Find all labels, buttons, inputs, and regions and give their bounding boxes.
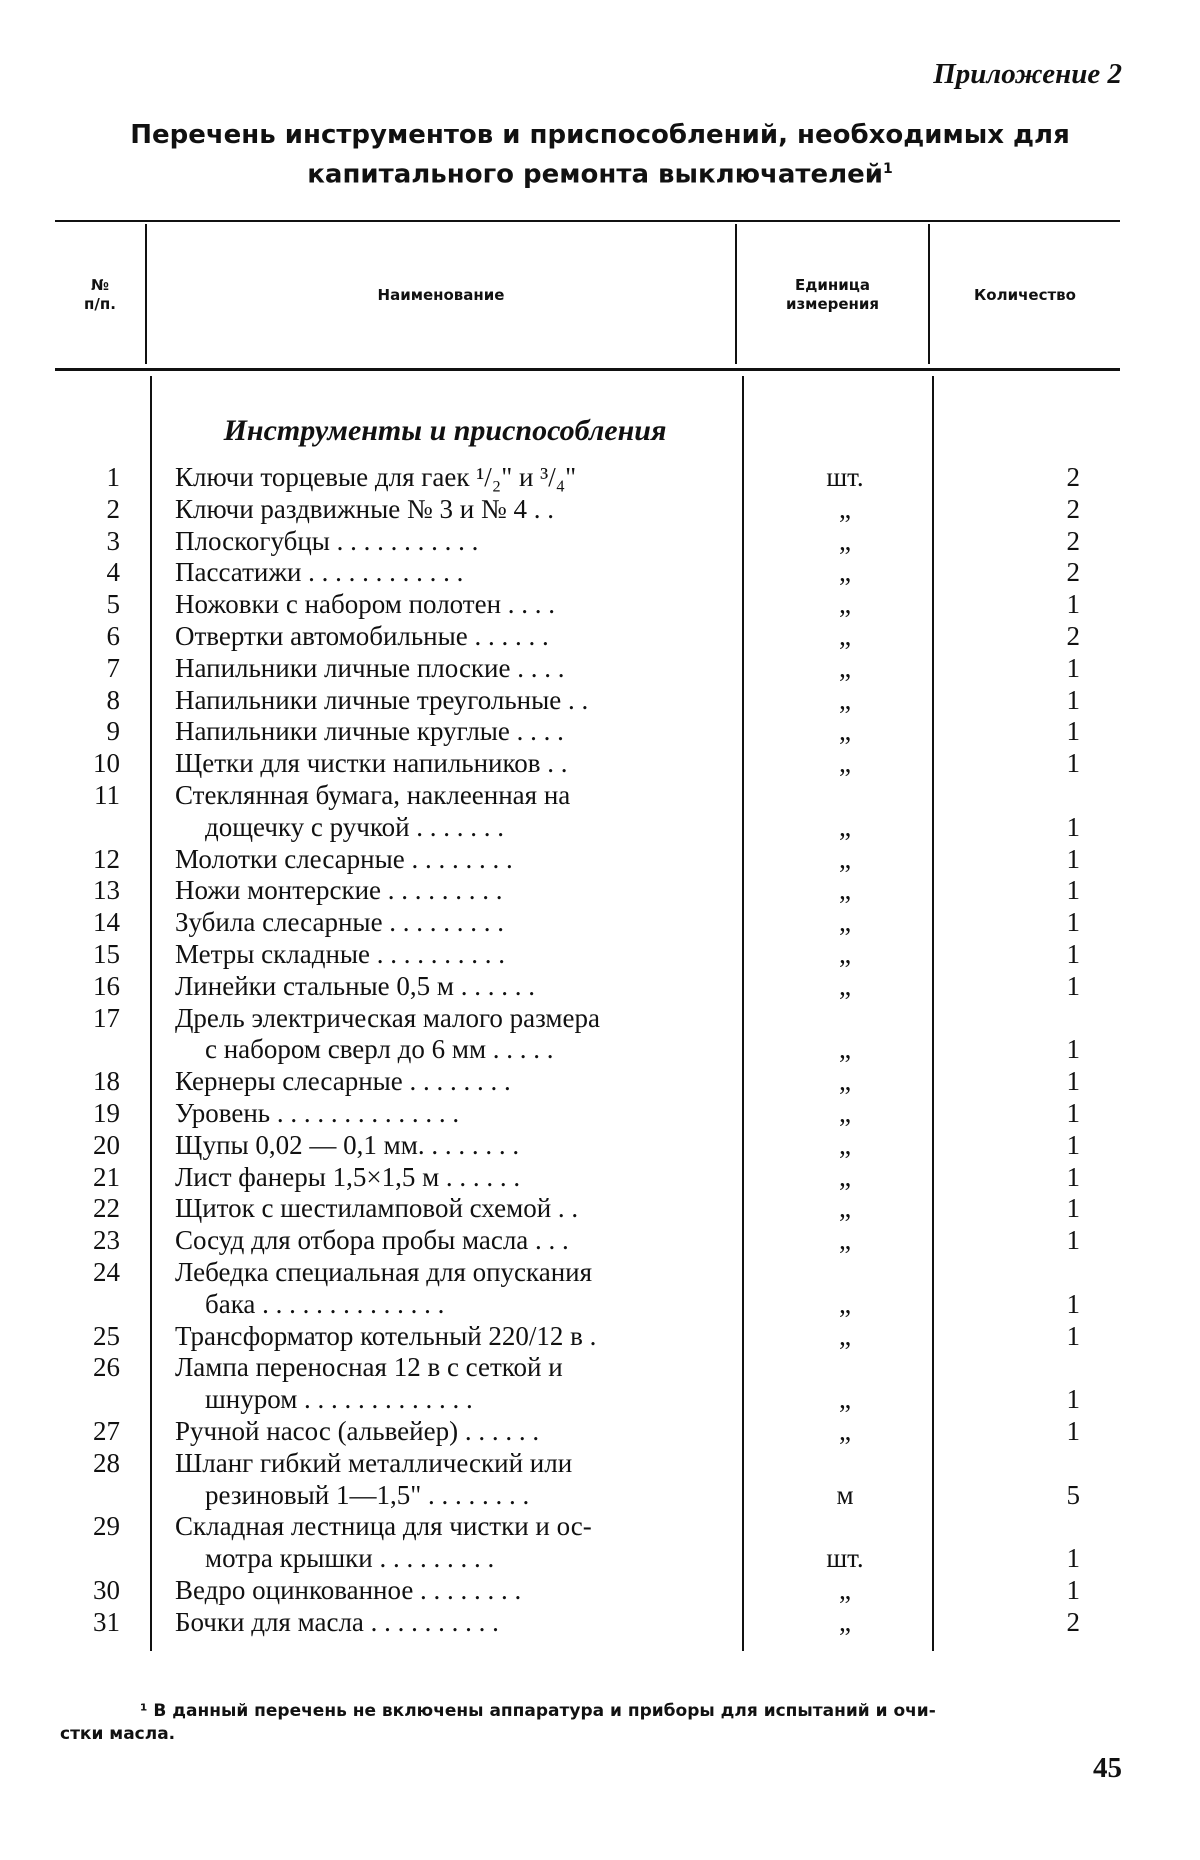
row-unit: „ xyxy=(839,1193,851,1224)
row-number: 14 xyxy=(93,907,120,938)
row-number: 27 xyxy=(93,1416,120,1446)
row-number: 20 xyxy=(93,1129,120,1160)
row-name: Плоскогубцы . . . . . . . . . . . xyxy=(175,525,479,556)
row-unit: „ xyxy=(839,621,851,651)
row-name: Складная лестница для чистки и ос- xyxy=(175,1511,592,1542)
row-quantity: 1 xyxy=(1066,1066,1080,1097)
row-name: Напильники личные плоские . . . . xyxy=(175,652,565,683)
table-row xyxy=(0,939,1200,970)
table-row xyxy=(0,462,1200,493)
row-number: 3 xyxy=(106,525,120,556)
table-row-continuation xyxy=(0,1034,1200,1065)
row-unit: „ xyxy=(839,1575,851,1605)
table-row xyxy=(0,589,1200,620)
table-row xyxy=(0,716,1200,747)
row-name: Бочки для масла . . . . . . . . . . xyxy=(175,1606,499,1637)
table-row xyxy=(0,1225,1200,1256)
table-row-continuation xyxy=(0,1543,1200,1574)
table-row xyxy=(0,971,1200,1002)
header-name xyxy=(147,250,735,340)
table-row xyxy=(0,1575,1200,1606)
header-unit-line-1: Единица xyxy=(794,276,870,294)
row-name: бака . . . . . . . . . . . . . . xyxy=(205,1288,445,1319)
row-quantity: 2 xyxy=(1066,525,1080,556)
table-row xyxy=(0,494,1200,525)
page-number: 45 xyxy=(1093,1752,1122,1784)
row-number: 21 xyxy=(93,1161,120,1192)
table-row xyxy=(0,1066,1200,1097)
row-name: Лист фанеры 1,5×1,5 м . . . . . . xyxy=(175,1161,521,1192)
row-quantity: 1 xyxy=(1066,748,1080,779)
row-name: Ключи раздвижные № 3 и № 4 . . xyxy=(175,493,554,524)
table-row xyxy=(0,685,1200,716)
header-unit xyxy=(737,250,928,340)
row-quantity: 1 xyxy=(1066,1098,1080,1128)
row-number: 4 xyxy=(106,557,120,588)
row-number: 19 xyxy=(93,1098,120,1128)
row-name: шнуром . . . . . . . . . . . . . xyxy=(205,1384,473,1415)
row-number: 22 xyxy=(93,1193,120,1224)
row-unit: „ xyxy=(839,1066,851,1097)
table-row xyxy=(0,1511,1200,1542)
section-title: Инструменты и приспособления xyxy=(223,414,667,447)
row-name: Ручной насос (альвейер) . . . . . . xyxy=(175,1416,540,1446)
table-row xyxy=(0,1193,1200,1224)
row-unit: шт. xyxy=(826,1543,864,1574)
row-unit: „ xyxy=(839,589,851,620)
row-quantity: 1 xyxy=(1066,716,1080,747)
row-name: Щетки для чистки напильников . . xyxy=(175,748,568,779)
row-unit: „ xyxy=(839,843,851,874)
table-row-continuation xyxy=(0,1384,1200,1415)
row-quantity: 1 xyxy=(1066,843,1080,874)
table-row-continuation xyxy=(0,812,1200,843)
row-name: Метры складные . . . . . . . . . . xyxy=(175,939,506,969)
row-number: 6 xyxy=(106,621,120,651)
row-quantity: 1 xyxy=(1066,875,1080,906)
row-name: с набором сверл до 6 мм . . . . . xyxy=(205,1034,554,1065)
row-quantity: 1 xyxy=(1066,1034,1080,1065)
row-number: 7 xyxy=(106,652,120,683)
row-name: Уровень . . . . . . . . . . . . . . xyxy=(175,1098,460,1128)
row-unit: „ xyxy=(839,1606,851,1637)
row-number: 18 xyxy=(93,1066,120,1097)
header-number xyxy=(55,250,145,340)
row-unit: „ xyxy=(839,684,851,715)
row-unit: „ xyxy=(839,1225,851,1256)
header-quantity-text: Количество xyxy=(974,285,1076,304)
row-name: Зубила слесарные . . . . . . . . . xyxy=(175,907,505,938)
header-unit-line-2: измерения xyxy=(785,295,880,313)
table-row xyxy=(0,1257,1200,1288)
row-name: Ведро оцинкованное . . . . . . . . xyxy=(175,1575,522,1605)
row-number: 10 xyxy=(93,748,120,779)
row-name: Напильники личные круглые . . . . xyxy=(175,716,564,747)
table-row xyxy=(0,875,1200,906)
row-quantity: 1 xyxy=(1066,1288,1080,1319)
table-row xyxy=(0,1448,1200,1479)
row-name: Молотки слесарные . . . . . . . . xyxy=(175,843,513,874)
title-line-2 xyxy=(60,152,1140,192)
row-number: 16 xyxy=(93,970,120,1001)
row-number: 11 xyxy=(94,780,120,810)
row-name: Кернеры слесарные . . . . . . . . xyxy=(175,1066,511,1097)
table-row-continuation xyxy=(0,1289,1200,1320)
header-quantity xyxy=(930,250,1120,340)
row-name: Шланг гибкий металлический или xyxy=(175,1447,573,1478)
table-row xyxy=(0,1098,1200,1129)
row-unit: „ xyxy=(839,1034,851,1065)
row-quantity: 2 xyxy=(1066,493,1080,524)
row-unit: „ xyxy=(839,652,851,683)
row-unit: „ xyxy=(839,1129,851,1160)
row-quantity: 1 xyxy=(1066,1193,1080,1224)
row-unit: „ xyxy=(839,1098,851,1128)
row-name: мотра крышки . . . . . . . . . xyxy=(205,1543,495,1574)
row-quantity: 1 xyxy=(1066,1320,1080,1351)
row-quantity: 5 xyxy=(1066,1479,1080,1510)
row-number: 13 xyxy=(93,875,120,906)
appendix-label: Приложение 2 xyxy=(933,58,1122,90)
table-row xyxy=(0,621,1200,652)
table-row xyxy=(0,780,1200,811)
row-number: 17 xyxy=(93,1002,120,1033)
table-row xyxy=(0,907,1200,938)
row-name: Трансформатор котельный 220/12 в . xyxy=(175,1320,597,1351)
row-quantity: 1 xyxy=(1066,907,1080,938)
row-unit: „ xyxy=(839,1384,851,1415)
header-number-line-2: п/п. xyxy=(84,295,116,313)
header-name-text: Наименование xyxy=(377,285,505,304)
table-row xyxy=(0,1352,1200,1383)
row-unit: шт. xyxy=(826,462,864,492)
row-quantity: 2 xyxy=(1066,621,1080,651)
row-unit: „ xyxy=(839,1320,851,1351)
header-number-line-1: № xyxy=(90,276,110,294)
row-quantity: 2 xyxy=(1066,462,1080,492)
row-name: Лампа переносная 12 в с сеткой и xyxy=(175,1352,563,1383)
row-unit: „ xyxy=(839,557,851,588)
row-name: Дрель электрическая малого размера xyxy=(175,1002,600,1033)
row-quantity: 1 xyxy=(1066,1129,1080,1160)
title-line-2-text: капитального ремонта выключателей xyxy=(307,159,883,190)
row-name: Щиток с шестиламповой схемой . . xyxy=(175,1193,579,1224)
table-row xyxy=(0,526,1200,557)
row-quantity: 1 xyxy=(1066,1384,1080,1415)
row-quantity: 1 xyxy=(1066,1416,1080,1446)
row-number: 15 xyxy=(93,939,120,969)
row-quantity: 1 xyxy=(1066,939,1080,969)
row-number: 25 xyxy=(93,1320,120,1351)
row-number: 8 xyxy=(106,684,120,715)
row-unit: „ xyxy=(839,939,851,969)
row-unit: „ xyxy=(839,1161,851,1192)
row-unit: „ xyxy=(839,716,851,747)
table-row xyxy=(0,844,1200,875)
footnote-line-1: В данный перечень не включены аппаратура и приборы для испытаний и очи- xyxy=(153,1701,936,1721)
row-number: 28 xyxy=(93,1447,120,1478)
row-name: Сосуд для отбора пробы масла . . . xyxy=(175,1225,569,1256)
row-quantity: 1 xyxy=(1066,970,1080,1001)
row-number: 2 xyxy=(106,493,120,524)
table-row xyxy=(0,1321,1200,1352)
footnote-mark: ¹ xyxy=(140,1701,148,1721)
row-quantity: 1 xyxy=(1066,652,1080,683)
title-footnote-mark: 1 xyxy=(882,161,893,177)
row-unit: „ xyxy=(839,875,851,906)
row-name: Стеклянная бумага, наклеенная на xyxy=(175,780,571,810)
row-name: Ножовки с набором полотен . . . . xyxy=(175,589,556,620)
row-number: 30 xyxy=(93,1575,120,1605)
row-unit: „ xyxy=(839,907,851,938)
row-number: 26 xyxy=(93,1352,120,1383)
title-line-1: Перечень инструментов и приспособлений, необходимых для xyxy=(130,120,1070,150)
row-quantity: 1 xyxy=(1066,1575,1080,1605)
footnote xyxy=(60,1700,1140,1746)
row-name: дощечку с ручкой . . . . . . . xyxy=(205,811,505,842)
row-name: Отвертки автомобильные . . . . . . xyxy=(175,621,549,651)
row-unit: „ xyxy=(839,970,851,1001)
table-header-rule xyxy=(55,368,1120,371)
row-name: Напильники личные треугольные . . xyxy=(175,684,589,715)
table-row xyxy=(0,653,1200,684)
table-row xyxy=(0,748,1200,779)
row-name: Пассатижи . . . . . . . . . . . . xyxy=(175,557,464,588)
row-number: 1 xyxy=(106,462,120,492)
row-name: резиновый 1—1,5" . . . . . . . . xyxy=(205,1479,530,1510)
row-unit: „ xyxy=(839,1416,851,1446)
table-row xyxy=(0,557,1200,588)
row-unit: „ xyxy=(839,525,851,556)
row-unit: „ xyxy=(839,811,851,842)
row-number: 5 xyxy=(106,589,120,620)
row-number: 29 xyxy=(93,1511,120,1542)
row-name: Лебедка специальная для опускания xyxy=(175,1257,593,1287)
row-quantity: 2 xyxy=(1066,1606,1080,1637)
row-number: 24 xyxy=(93,1257,120,1287)
row-quantity: 1 xyxy=(1066,684,1080,715)
row-unit: м xyxy=(836,1479,854,1510)
row-quantity: 1 xyxy=(1066,1543,1080,1574)
row-unit: „ xyxy=(839,748,851,779)
table-row-continuation xyxy=(0,1480,1200,1511)
row-quantity: 1 xyxy=(1066,1161,1080,1192)
row-number: 31 xyxy=(93,1606,120,1637)
table-top-rule xyxy=(55,220,1120,222)
row-number: 9 xyxy=(106,716,120,747)
row-quantity: 1 xyxy=(1066,811,1080,842)
row-quantity: 1 xyxy=(1066,589,1080,620)
table-row xyxy=(0,1416,1200,1447)
row-name: Ключи торцевые для гаек ¹/₂" и ³/₄" xyxy=(175,462,577,492)
row-name: Линейки стальные 0,5 м . . . . . . xyxy=(175,970,535,1001)
row-unit: „ xyxy=(839,1288,851,1319)
table-row xyxy=(0,1003,1200,1034)
row-quantity: 2 xyxy=(1066,557,1080,588)
row-number: 23 xyxy=(93,1225,120,1256)
row-unit: „ xyxy=(839,493,851,524)
row-number: 12 xyxy=(93,843,120,874)
footnote-line-2: стки масла. xyxy=(60,1724,176,1744)
table-row xyxy=(0,1607,1200,1638)
table-row xyxy=(0,1162,1200,1193)
row-quantity: 1 xyxy=(1066,1225,1080,1256)
row-name: Щупы 0,02 — 0,1 мм. . . . . . . . xyxy=(175,1129,520,1160)
row-name: Ножи монтерские . . . . . . . . . xyxy=(175,875,503,906)
table-row xyxy=(0,1130,1200,1161)
document-title xyxy=(60,118,1140,192)
